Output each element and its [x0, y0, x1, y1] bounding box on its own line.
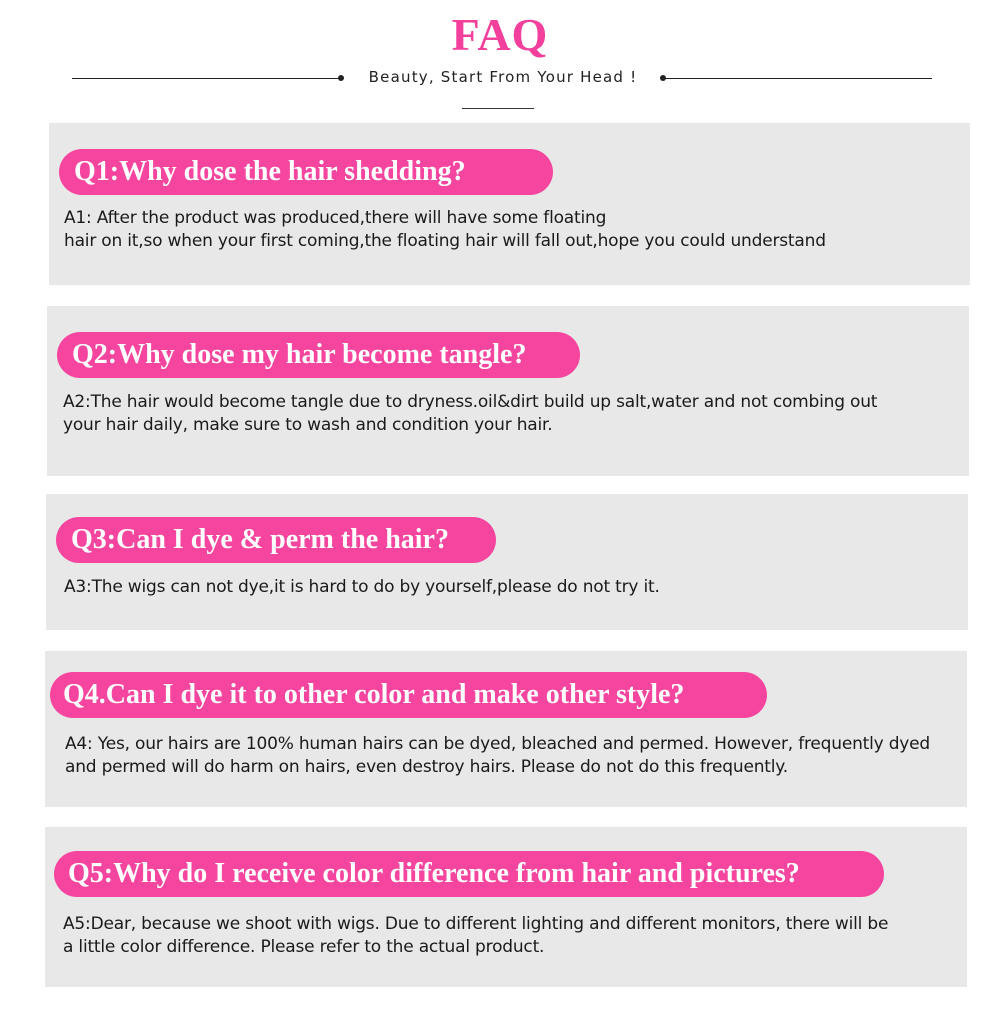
- divider-right: [662, 78, 932, 79]
- answer-5-line-2: a little color difference. Please refer to the actual product.: [63, 937, 545, 957]
- answer-1-line-2: hair on it,so when your first coming,the floating hair will fall out,hope you could understand: [64, 231, 826, 251]
- divider-left: [72, 78, 340, 79]
- question-pill-3: Q3:Can I dye & perm the hair?: [56, 517, 496, 563]
- faq-card-4: [45, 651, 967, 807]
- answer-4: [65, 733, 930, 779]
- answer-4-line-2: and permed will do harm on hairs, even destroy hairs. Please do not do this frequently.: [65, 757, 788, 777]
- answer-5: [63, 913, 888, 959]
- faq-card-1: [49, 123, 970, 285]
- answer-3-line-1: A3:The wigs can not dye,it is hard to do by yourself,please do not try it.: [64, 577, 660, 597]
- answer-2: [63, 391, 877, 437]
- faq-card-2: [47, 306, 969, 476]
- question-pill-1: Q1:Why dose the hair shedding?: [59, 149, 553, 195]
- question-pill-5: Q5:Why do I receive color difference from hair and pictures?: [54, 851, 884, 897]
- answer-2-line-2: your hair daily, make sure to wash and condition your hair.: [63, 415, 553, 435]
- question-pill-4: Q4.Can I dye it to other color and make other style?: [50, 672, 767, 718]
- question-pill-2: Q2:Why dose my hair become tangle?: [57, 332, 580, 378]
- subtitle-row: [0, 66, 1000, 92]
- answer-2-line-1: A2:The hair would become tangle due to dryness.oil&dirt build up salt,water and not combing out: [63, 392, 878, 412]
- divider-dot-left: [338, 75, 344, 81]
- faq-title: FAQ: [451, 9, 549, 60]
- answer-3: [64, 576, 660, 599]
- subtitle-underline: [462, 108, 534, 109]
- answer-1: [64, 207, 826, 253]
- answer-5-line-1: A5:Dear, because we shoot with wigs. Due to different lighting and different monitors, there will be: [63, 914, 889, 934]
- faq-card-3: [46, 494, 968, 630]
- subtitle: Beauty, Start From Your Head !: [368, 68, 638, 86]
- faq-card-5: [45, 827, 967, 987]
- answer-4-line-1: A4: Yes, our hairs are 100% human hairs can be dyed, bleached and permed. However, frequently dyed: [65, 734, 931, 754]
- answer-1-line-1: A1: After the product was produced,there will have some floating: [64, 208, 607, 228]
